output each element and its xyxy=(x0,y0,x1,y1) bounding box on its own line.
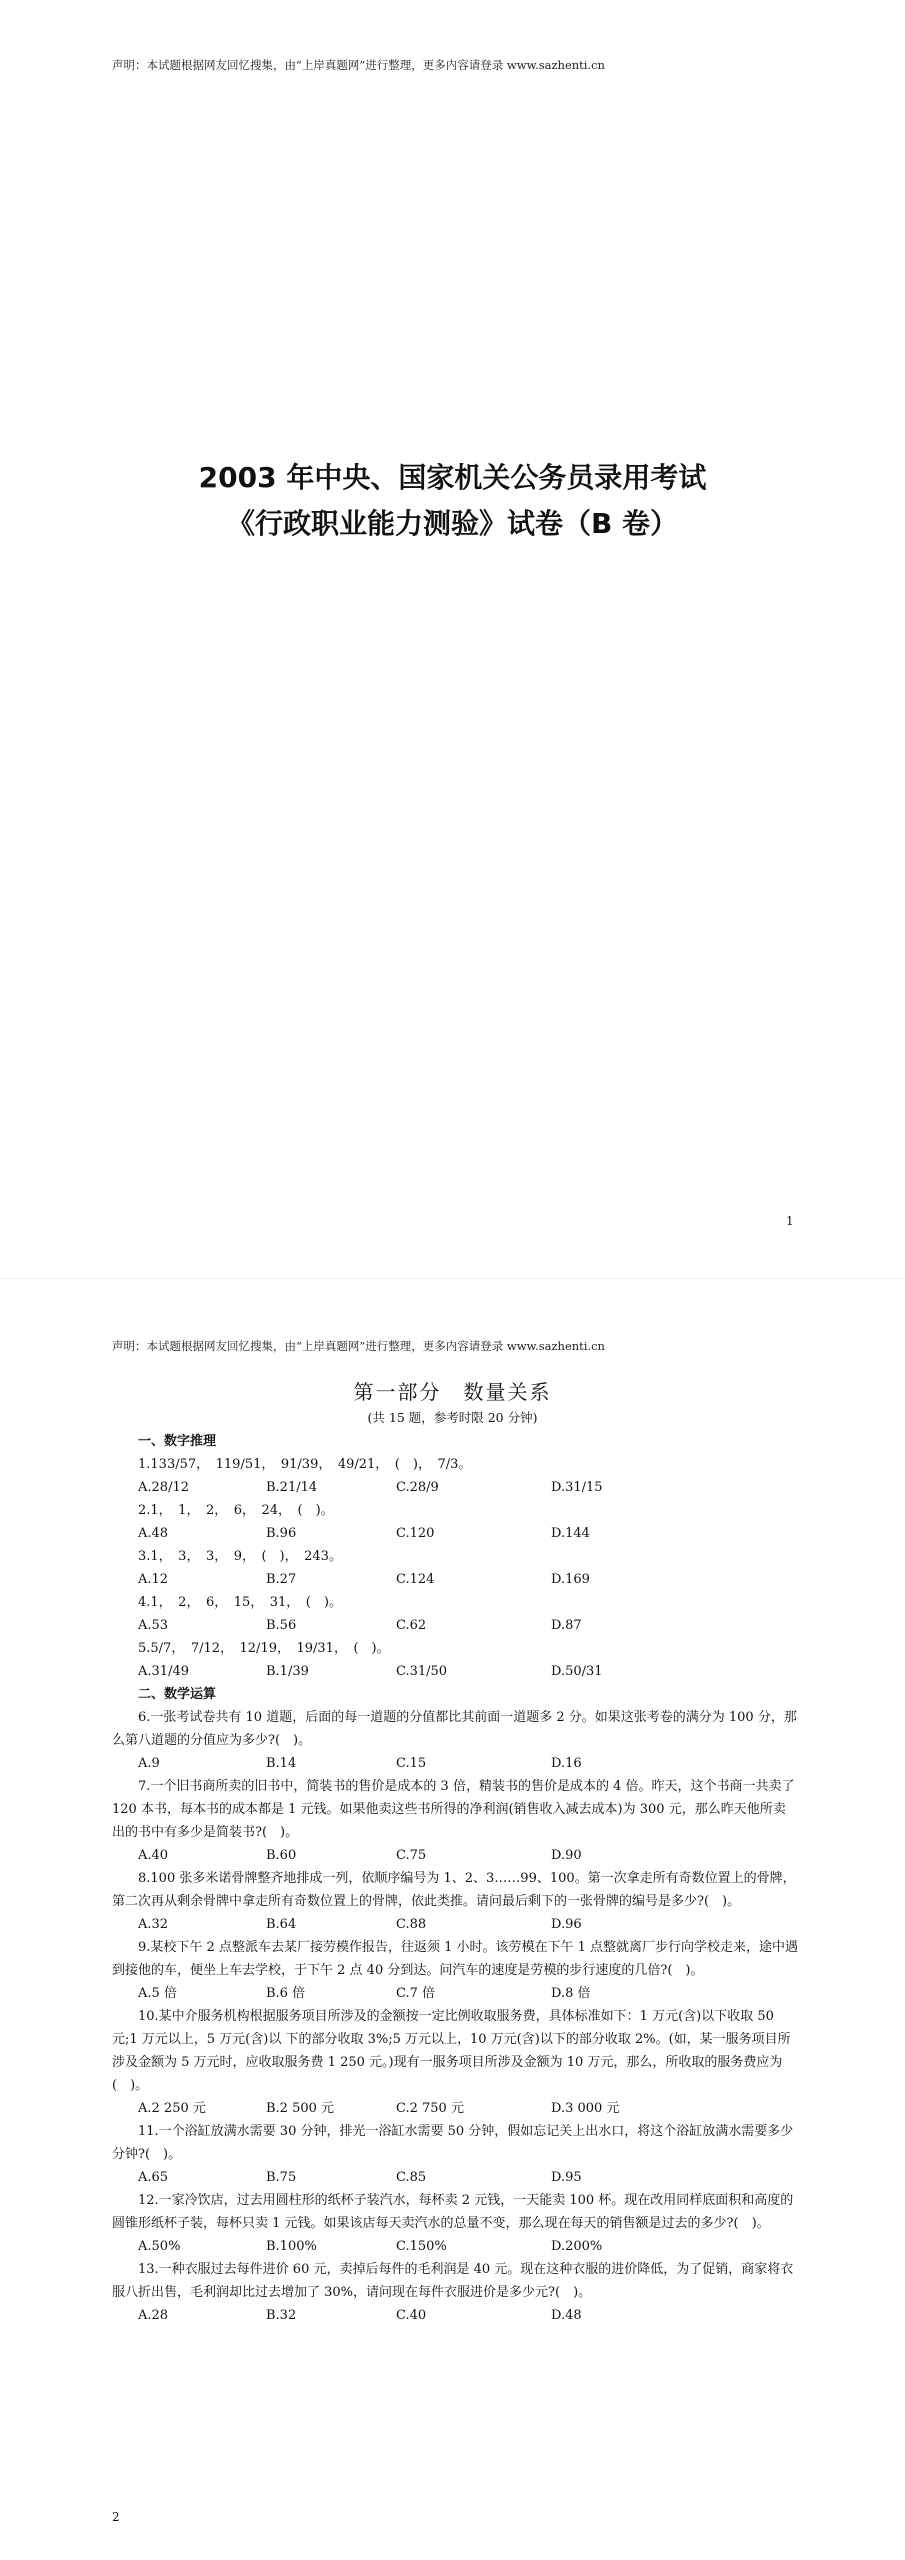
answer-option: C.124 xyxy=(396,1572,435,1587)
answer-option: C.120 xyxy=(396,1526,435,1541)
question-block xyxy=(112,1637,798,1683)
question-text: 6.一张考试卷共有 10 道题，后面的每一道题的分值都比其前面一道题多 2 分。如果这张考卷的满分为 100 分，那么第八道题的分值应为多少?( )。 xyxy=(112,1710,797,1748)
answer-options xyxy=(112,1522,798,1545)
answer-option: D.50/31 xyxy=(551,1664,603,1679)
answer-option: D.90 xyxy=(551,1848,582,1863)
answer-option: B.64 xyxy=(266,1917,297,1932)
answer-option: C.7 倍 xyxy=(396,1986,436,2001)
answer-option: C.31/50 xyxy=(396,1664,448,1679)
answer-options xyxy=(112,1752,798,1775)
answer-option: A.28/12 xyxy=(138,1480,189,1495)
answer-option: A.50% xyxy=(138,2239,181,2254)
answer-option: A.53 xyxy=(138,1618,169,1633)
question-block xyxy=(112,2258,798,2327)
question-block xyxy=(112,1453,798,1499)
question-block xyxy=(112,1867,798,1936)
part2-heading: 二、数学运算 xyxy=(138,1687,217,1702)
answer-options xyxy=(112,2235,798,2258)
answer-option: D.8 倍 xyxy=(551,1986,591,2001)
question-text: 4.1， 2， 6， 15， 31， ( )。 xyxy=(138,1595,342,1610)
answer-option: D.3 000 元 xyxy=(551,2101,620,2116)
answer-option: B.27 xyxy=(266,1572,297,1587)
answer-option: A.32 xyxy=(138,1917,169,1932)
answer-option: A.31/49 xyxy=(138,1664,189,1679)
section-title: 第一部分 数量关系 xyxy=(353,1380,552,1404)
page-number: 2 xyxy=(112,2510,120,2524)
answer-options xyxy=(112,2097,798,2120)
answer-option: B.2 500 元 xyxy=(266,2101,335,2116)
page-number: 1 xyxy=(786,1214,794,1228)
question-text: 2.1， 1， 2， 6， 24， ( )。 xyxy=(138,1503,334,1518)
answer-option: B.56 xyxy=(266,1618,297,1633)
question-block xyxy=(112,1545,798,1591)
question-block xyxy=(112,2189,798,2258)
question-block xyxy=(112,2120,798,2189)
question-text: 7.一个旧书商所卖的旧书中，简装书的售价是成本的 3 倍，精装书的售价是成本的 4 倍。昨天，这个书商一共卖了 120 本书，每本书的成本都是 1 元钱。如果他卖这些书所得的净利润(销售收入减去成本)为 300 元，那么昨天他所卖出的书中有多少是简装书?( )。 xyxy=(112,1779,795,1840)
part1-questions xyxy=(112,1453,798,1683)
question-text: 12.一家冷饮店，过去用圆柱形的纸杯子装汽水，每杯卖 2 元钱，一天能卖 100 杯。现在改用同样底面积和高度的圆锥形纸杯子装，每杯只卖 1 元钱。如果该店每天卖汽水的总量不变，那么现在每天的销售额是过去的多少?( )。 xyxy=(112,2193,794,2231)
answer-option: D.95 xyxy=(551,2170,582,2185)
question-block xyxy=(112,2005,798,2120)
answer-option: A.65 xyxy=(138,2170,169,2185)
answer-option: B.14 xyxy=(266,1756,297,1771)
answer-option: B.21/14 xyxy=(266,1480,318,1495)
answer-option: B.96 xyxy=(266,1526,297,1541)
answer-option: D.48 xyxy=(551,2308,582,2323)
answer-options xyxy=(112,1568,798,1591)
answer-option: C.15 xyxy=(396,1756,427,1771)
answer-options xyxy=(112,1614,798,1637)
answer-option: C.28/9 xyxy=(396,1480,439,1495)
question-text: 13.一种衣服过去每件进价 60 元，卖掉后每件的毛利润是 40 元。现在这种衣服的进价降低，为了促销，商家将衣服八折出售，毛利润却比过去增加了 30%，请问现在每件衣服进价是多少元?( )。 xyxy=(112,2262,794,2300)
section-note: (共 15 题，参考时限 20 分钟) xyxy=(367,1410,538,1425)
answer-options xyxy=(112,1913,798,1936)
answer-option: C.75 xyxy=(396,1848,427,1863)
exam-title xyxy=(0,455,905,547)
answer-option: A.40 xyxy=(138,1848,169,1863)
answer-option: D.16 xyxy=(551,1756,582,1771)
question-text: 9.某校下午 2 点整派车去某厂接劳模作报告，往返须 1 小时。该劳模在下午 1 点整就离厂步行向学校走来，途中遇到接他的车，便坐上车去学校，于下午 2 点 40 分到达。问汽车的速度是劳模的步行速度的几倍?( )。 xyxy=(112,1940,799,1978)
answer-option: D.96 xyxy=(551,1917,582,1932)
answer-option: C.88 xyxy=(396,1917,427,1932)
answer-option: C.85 xyxy=(396,2170,427,2185)
answer-option: A.28 xyxy=(138,2308,169,2323)
question-text: 5.5/7， 7/12， 12/19， 19/31， ( )。 xyxy=(138,1641,390,1656)
answer-option: C.40 xyxy=(396,2308,427,2323)
question-text: 10.某中介服务机构根据服务项目所涉及的金额按一定比例收取服务费，具体标准如下：1 万元(含)以下收取 50 元;1 万元以上，5 万元(含)以 下的部分收取 3%;5 万元以上，10 万元(含)以下的部分收取 2%。(如，某一服务项目所涉及金额为 5 万元时，应收取服务费 1 250 元。)现有一服务项目所涉及金额为 10 万元，那么，所收取的服务费应为( )。 xyxy=(112,2009,791,2093)
answer-option: D.144 xyxy=(551,1526,590,1541)
question-text: 3.1， 3， 3， 9， ( )， 243。 xyxy=(138,1549,342,1564)
answer-options xyxy=(112,1476,798,1499)
cover-page xyxy=(0,0,905,1279)
exam-title-line1: 2003 年中央、国家机关公务员录用考试 xyxy=(198,461,707,494)
disclaimer-header: 声明：本试题根据网友回忆搜集，由“上岸真题网”进行整理，更多内容请登录 www.sazhenti.cn xyxy=(112,58,605,72)
answer-option: B.32 xyxy=(266,2308,297,2323)
answer-option: B.1/39 xyxy=(266,1664,309,1679)
question-content xyxy=(112,1430,798,2327)
answer-option: A.5 倍 xyxy=(138,1986,177,2001)
question-block xyxy=(112,1936,798,2005)
answer-option: A.9 xyxy=(138,1756,160,1771)
answer-option: C.2 750 元 xyxy=(396,2101,464,2116)
question-block xyxy=(112,1499,798,1545)
part1-heading: 一、数字推理 xyxy=(138,1434,217,1449)
question-text: 8.100 张多米诺骨牌整齐地排成一列，依顺序编号为 1、2、3……99、100。第一次拿走所有奇数位置上的骨牌，第二次再从剩余骨牌中拿走所有奇数位置上的骨牌，依此类推。请问最后剩下的一张骨牌的编号是多少?( )。 xyxy=(112,1871,796,1909)
question-text: 1.133/57， 119/51， 91/39， 49/21， ( )， 7/3。 xyxy=(138,1457,472,1472)
question-block xyxy=(112,1775,798,1867)
answer-option: C.150% xyxy=(396,2239,447,2254)
answer-options xyxy=(112,2304,798,2327)
question-block xyxy=(112,1591,798,1637)
answer-option: B.6 倍 xyxy=(266,1986,306,2001)
answer-option: D.200% xyxy=(551,2239,603,2254)
answer-options xyxy=(112,2166,798,2189)
answer-option: C.62 xyxy=(396,1618,427,1633)
answer-option: A.48 xyxy=(138,1526,169,1541)
answer-option: B.60 xyxy=(266,1848,297,1863)
question-text: 11.一个浴缸放满水需要 30 分钟，排光一浴缸水需要 50 分钟，假如忘记关上出水口，将这个浴缸放满水需要多少分钟?( )。 xyxy=(112,2124,794,2162)
answer-options xyxy=(112,1982,798,2005)
answer-options xyxy=(112,1844,798,1867)
answer-option: A.2 250 元 xyxy=(138,2101,206,2116)
disclaimer-header: 声明：本试题根据网友回忆搜集，由“上岸真题网”进行整理，更多内容请登录 www.sazhenti.cn xyxy=(112,1339,605,1353)
answer-options xyxy=(112,1660,798,1683)
part2-questions xyxy=(112,1706,798,2327)
question-page xyxy=(0,1280,905,2560)
answer-option: B.75 xyxy=(266,2170,297,2185)
answer-option: D.87 xyxy=(551,1618,582,1633)
answer-option: B.100% xyxy=(266,2239,317,2254)
answer-option: A.12 xyxy=(138,1572,169,1587)
exam-title-line2: 《行政职业能力测验》试卷（B 卷） xyxy=(226,507,679,540)
question-block xyxy=(112,1706,798,1775)
answer-option: D.31/15 xyxy=(551,1480,603,1495)
answer-option: D.169 xyxy=(551,1572,590,1587)
